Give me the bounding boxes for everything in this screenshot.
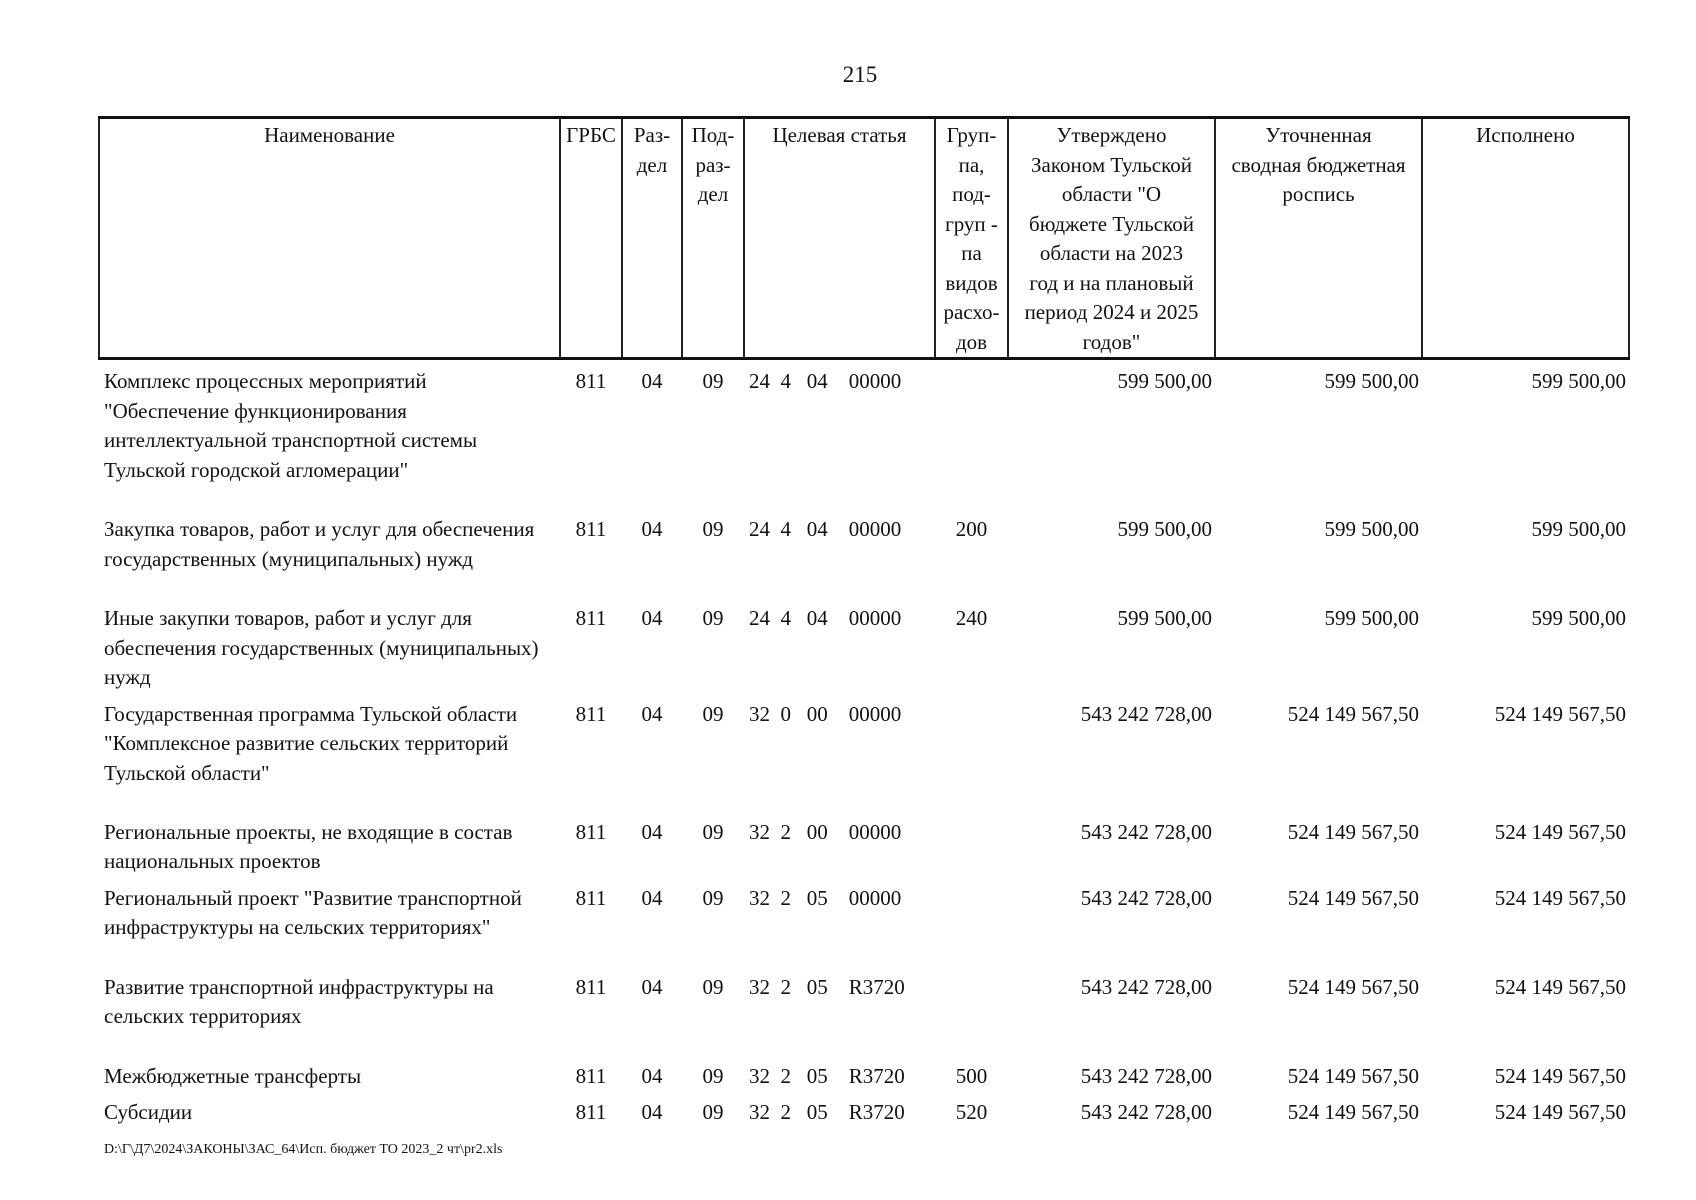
header-grbs: ГРБС [560, 118, 622, 359]
cell-grbs: 811 [575, 819, 607, 844]
file-path-footer: D:\Г\Д7\2024\ЗАКОНЫ\ЗАС_64\Исп. бюджет ТО 2023_2 чт\pr2.xls [104, 1142, 503, 1157]
cell-refined: 599 500,00 [1324, 606, 1419, 630]
header-approved: Утверждено Законом Тульской области "О бюджете Тульской области на 2023 год и на плановый период 2024 и 2025 годов" [1008, 118, 1215, 359]
cell-podrazdel: 09 [702, 606, 724, 630]
cell-grbs: 811 [575, 885, 607, 910]
cell-razdel: 04 [641, 974, 663, 999]
cell-razdel: 04 [641, 369, 663, 393]
table-row [99, 877, 1629, 966]
cell-name: Закупка товаров, работ и услуг для обеспечения государственных (муниципальных) нужд [104, 517, 535, 571]
table-row [99, 597, 1629, 693]
table-row [99, 811, 1629, 877]
cell-target: 32 2 05 R3720 [749, 974, 905, 999]
cell-refined: 524 149 567,50 [1287, 1100, 1419, 1124]
cell-executed: 599 500,00 [1531, 606, 1626, 630]
cell-approved: 599 500,00 [1117, 369, 1212, 393]
cell-grbs: 811 [575, 1063, 607, 1088]
cell-approved: 599 500,00 [1117, 517, 1212, 541]
cell-grbs: 811 [575, 1100, 607, 1124]
cell-name: Комплекс процессных мероприятий "Обеспечение функционирования интеллектуальной транспортной системы Тульской городской агломерации" [104, 369, 478, 482]
cell-podrazdel: 09 [702, 701, 724, 726]
cell-target: 32 2 05 00000 [749, 885, 902, 910]
header-name: Наименование [99, 118, 560, 359]
cell-grbs: 811 [575, 517, 607, 541]
cell-approved: 543 242 728,00 [1080, 974, 1212, 999]
cell-target: 32 2 05 R3720 [749, 1063, 905, 1088]
cell-refined: 599 500,00 [1324, 517, 1419, 541]
table-row [99, 1055, 1629, 1092]
cell-group: 500 [955, 1063, 988, 1088]
cell-podrazdel: 09 [702, 1063, 724, 1088]
cell-group [935, 693, 1008, 811]
cell-group [935, 359, 1008, 509]
cell-razdel: 04 [641, 606, 663, 630]
cell-approved: 543 242 728,00 [1080, 819, 1212, 844]
cell-group: 240 [955, 606, 988, 630]
cell-grbs: 811 [575, 974, 607, 999]
cell-approved: 543 242 728,00 [1080, 1063, 1212, 1088]
cell-podrazdel: 09 [702, 974, 724, 999]
cell-executed: 524 149 567,50 [1494, 1100, 1626, 1124]
header-podrazdel: Под- раз- дел [682, 118, 744, 359]
cell-grbs: 811 [575, 369, 607, 393]
cell-name: Региональные проекты, не входящие в состав национальных проектов [104, 819, 513, 873]
header-group: Груп- па, под- груп - па видов расхо- дов [935, 118, 1008, 359]
cell-razdel: 04 [641, 1100, 663, 1124]
header-razdel: Раз- дел [622, 118, 682, 359]
cell-refined: 524 149 567,50 [1287, 701, 1419, 726]
cell-name: Государственная программа Тульской области "Комплексное развитие сельских территорий Тульской области" [104, 701, 518, 785]
cell-refined: 524 149 567,50 [1287, 1063, 1419, 1088]
cell-approved: 599 500,00 [1117, 606, 1212, 630]
cell-razdel: 04 [641, 885, 663, 910]
cell-executed: 599 500,00 [1531, 369, 1626, 393]
cell-group: 520 [955, 1100, 988, 1124]
cell-razdel: 04 [641, 1063, 663, 1088]
cell-razdel: 04 [641, 701, 663, 726]
cell-group [935, 877, 1008, 966]
table-row [99, 359, 1629, 509]
cell-approved: 543 242 728,00 [1080, 885, 1212, 910]
cell-podrazdel: 09 [702, 819, 724, 844]
cell-executed: 524 149 567,50 [1494, 974, 1626, 999]
cell-podrazdel: 09 [702, 1100, 724, 1124]
cell-executed: 524 149 567,50 [1494, 1063, 1626, 1088]
header-target: Целевая статья [744, 118, 935, 359]
header-refined: Уточненная сводная бюджетная роспись [1215, 118, 1422, 359]
budget-table [98, 116, 1630, 1128]
cell-group [935, 966, 1008, 1055]
table-row [99, 508, 1629, 597]
cell-razdel: 04 [641, 819, 663, 844]
table-row [99, 1091, 1629, 1128]
cell-refined: 524 149 567,50 [1287, 974, 1419, 999]
cell-razdel: 04 [641, 517, 663, 541]
cell-executed: 599 500,00 [1531, 517, 1626, 541]
table-row [99, 966, 1629, 1055]
cell-approved: 543 242 728,00 [1080, 701, 1212, 726]
cell-target: 24 4 04 00000 [749, 606, 902, 630]
cell-podrazdel: 09 [702, 885, 724, 910]
cell-podrazdel: 09 [702, 517, 724, 541]
table-row [99, 693, 1629, 811]
cell-executed: 524 149 567,50 [1494, 701, 1626, 726]
cell-name: Иные закупки товаров, работ и услуг для обеспечения государственных (муниципальных) нужд [104, 606, 539, 689]
cell-grbs: 811 [575, 606, 607, 630]
cell-refined: 599 500,00 [1324, 369, 1419, 393]
cell-name: Развитие транспортной инфраструктуры на сельских территориях [104, 974, 494, 1028]
cell-target: 32 2 00 00000 [749, 819, 902, 844]
cell-grbs: 811 [575, 701, 607, 726]
cell-name: Субсидии [104, 1100, 193, 1124]
cell-approved: 543 242 728,00 [1080, 1100, 1212, 1124]
table-header-row [99, 118, 1629, 359]
cell-name: Региональный проект "Развитие транспортной инфраструктуры на сельских территориях" [104, 885, 522, 939]
header-executed: Исполнено [1422, 118, 1629, 359]
cell-target: 24 4 04 00000 [749, 517, 902, 541]
cell-group: 200 [955, 517, 988, 541]
cell-executed: 524 149 567,50 [1494, 885, 1626, 910]
page-number: 215 [842, 62, 878, 87]
cell-group [935, 811, 1008, 877]
cell-podrazdel: 09 [702, 369, 724, 393]
cell-name: Межбюджетные трансферты [104, 1063, 362, 1088]
cell-executed: 524 149 567,50 [1494, 819, 1626, 844]
cell-refined: 524 149 567,50 [1287, 885, 1419, 910]
cell-target: 32 2 05 R3720 [749, 1100, 905, 1124]
cell-target: 32 0 00 00000 [749, 701, 902, 726]
cell-refined: 524 149 567,50 [1287, 819, 1419, 844]
cell-target: 24 4 04 00000 [749, 369, 902, 393]
